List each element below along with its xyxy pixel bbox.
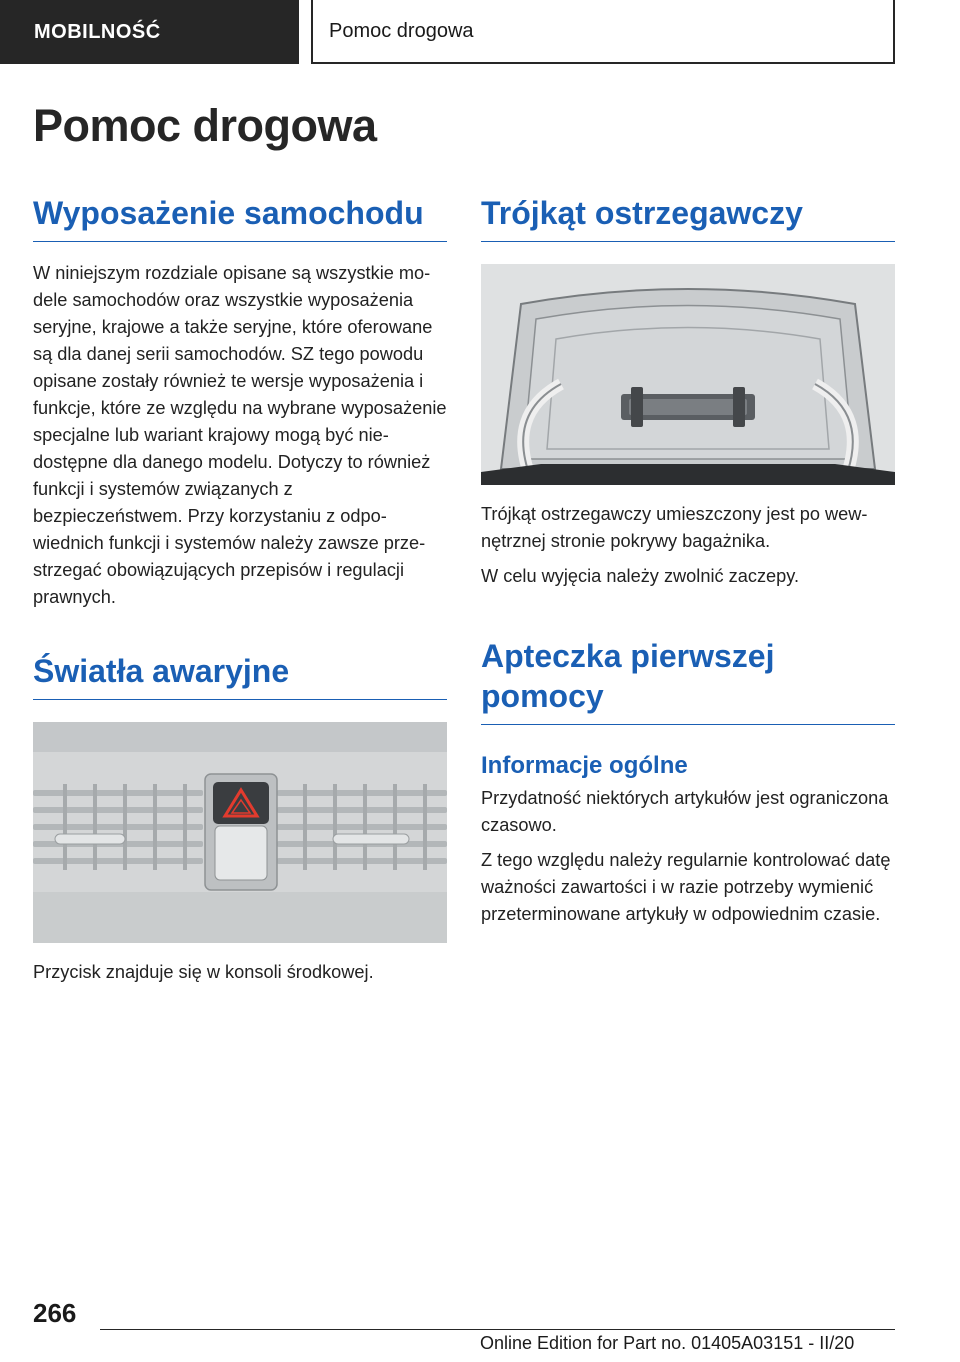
page-number: 266: [33, 1298, 77, 1328]
section-title-triangle: Trójkąt ostrzegawczy: [481, 193, 895, 242]
header-topic-tab: [311, 0, 895, 64]
hazard-button-image: [33, 722, 447, 943]
trunk-lid-image: [481, 264, 895, 485]
first-aid-subtitle: Informacje ogólne: [481, 752, 688, 779]
right-column: [481, 193, 895, 928]
triangle-paragraph-1: Trójkąt ostrzegawczy umieszczony jest po wewnętrznej stronie pokrywy bagażnika.: [481, 504, 868, 551]
footer-divider: [100, 1329, 895, 1330]
header-section-tab: [0, 0, 299, 64]
left-column: [33, 193, 447, 986]
section-title-equipment: Wyposażenie samochodu: [33, 193, 447, 242]
first-aid-title-line-2: pomocy: [481, 678, 604, 714]
section-title-first-aid: [481, 636, 895, 725]
first-aid-title-line-1: Apteczka pierwszej: [481, 638, 775, 674]
hazard-caption: Przycisk znajduje się w konsoli środkowej.: [33, 962, 374, 982]
first-aid-paragraph-2: Z tego względu należy regularnie kontrolować datę ważności zawartości i w razie potrzeby wymienić przeterminowane artykuły w odpowiednim czasie.: [481, 850, 891, 924]
header-topic-label: Pomoc drogowa: [329, 19, 474, 42]
header-section-label: MOBILNOŚĆ: [34, 20, 161, 43]
footer-edition: Online Edition for Part no. 01405A03151 - II/20: [480, 1333, 855, 1353]
page-title: Pomoc drogowa: [33, 100, 377, 151]
triangle-paragraph-2: W celu wyjęcia należy zwolnić zaczepy.: [481, 566, 800, 586]
first-aid-paragraph-1: Przydatność niektórych artykułów jest ograniczona czasowo.: [481, 788, 889, 835]
section-title-hazard: Światła awaryjne: [33, 651, 447, 700]
equipment-paragraph: W niniejszym rozdziale opisane są wszystkie modele samochodów oraz wszystkie wyposażenia seryjne, krajowe a także seryjne, które oferowane są dla danej serii samochodów. SZ tego powodu opisane zostały również te wersje wyposażenia i funkcje, które ze względu na wybrane wyposażenie specjalne lub wariant krajowy mogą być niedostępne dla danego modelu. Dotyczy to również funkcji i systemów związanych z bezpieczeństwem. Przy korzystaniu z odpowiednich funkcji i systemów należy zawsze przestrzegać obowiązujących przepisów i regulacji prawnych.: [33, 263, 447, 607]
